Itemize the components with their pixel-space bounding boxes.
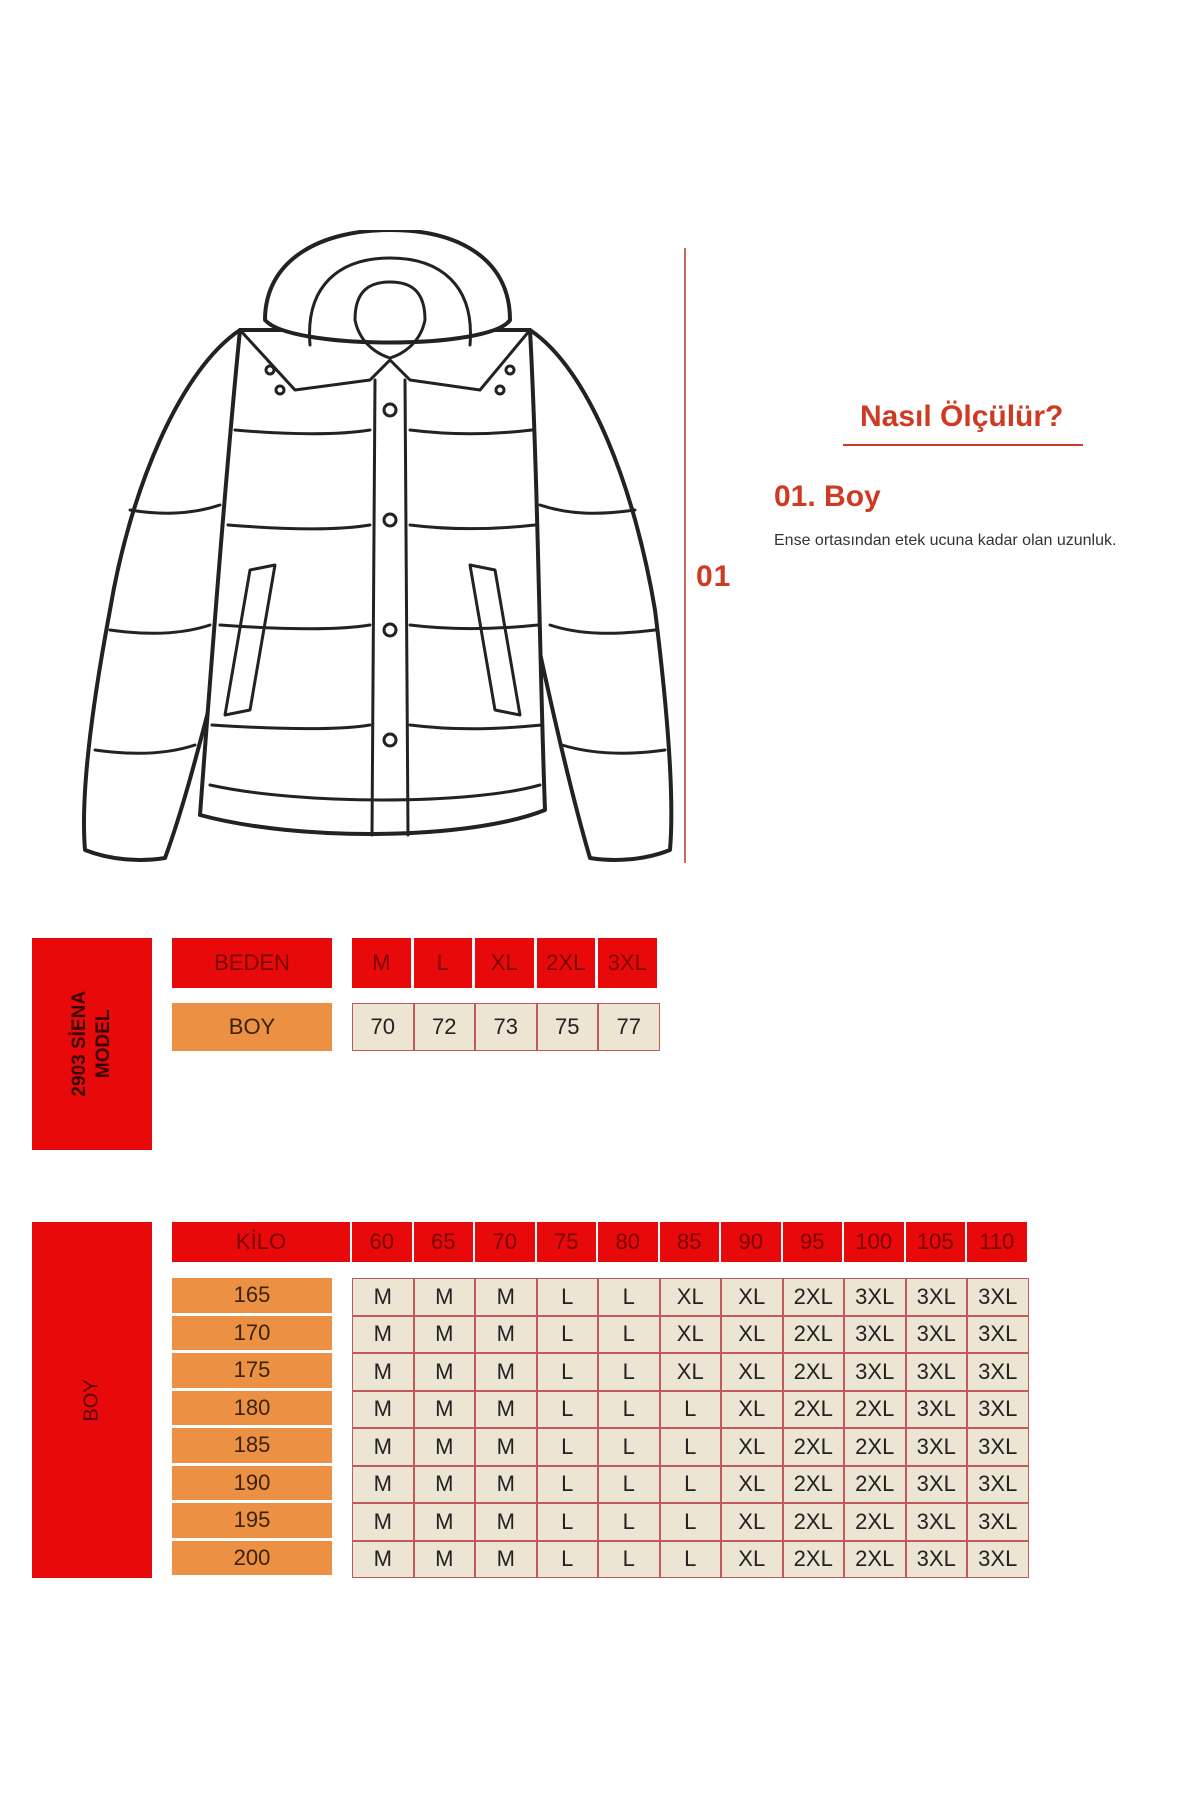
fit-size-cell: 2XL (844, 1391, 906, 1429)
fit-size-cell: L (598, 1428, 660, 1466)
fit-size-cell: 2XL (844, 1466, 906, 1504)
length-cell: 75 (537, 1003, 599, 1051)
fit-side-label-text: BOY (80, 1378, 103, 1422)
measure-line (684, 248, 686, 863)
fit-size-cell: XL (721, 1541, 783, 1579)
fit-size-cell: M (352, 1541, 414, 1579)
fit-size-cell: XL (660, 1353, 722, 1391)
length-cell: 70 (352, 1003, 414, 1051)
fit-size-cell: 2XL (783, 1541, 845, 1579)
fit-size-cell: 3XL (906, 1316, 968, 1354)
fit-size-cell: M (414, 1353, 476, 1391)
model-name: 2903 SİENA (69, 991, 91, 1097)
size-cell: L (414, 938, 473, 988)
height-cell: 200 (172, 1541, 332, 1576)
fit-side-label (32, 1222, 152, 1578)
jacket-illustration (70, 230, 685, 870)
fit-size-cell: 3XL (844, 1278, 906, 1316)
height-cell: 195 (172, 1503, 332, 1538)
fit-size-cell: 3XL (967, 1466, 1029, 1504)
fit-size-cell: 2XL (783, 1428, 845, 1466)
fit-size-cell: 2XL (783, 1278, 845, 1316)
fit-size-cell: L (598, 1316, 660, 1354)
fit-size-cell: 2XL (783, 1353, 845, 1391)
fit-size-cell: XL (721, 1391, 783, 1429)
fit-size-cell: XL (721, 1316, 783, 1354)
size-header: BEDEN (172, 938, 332, 988)
fit-size-cell: L (598, 1541, 660, 1579)
fit-size-cell: M (475, 1391, 537, 1429)
fit-size-cell: M (352, 1466, 414, 1504)
fit-size-cell: L (598, 1466, 660, 1504)
fit-size-cell: L (598, 1503, 660, 1541)
fit-size-cell: L (660, 1391, 722, 1429)
fit-size-cell: 3XL (967, 1391, 1029, 1429)
fit-size-cell: 3XL (967, 1541, 1029, 1579)
fit-size-cell: XL (721, 1466, 783, 1504)
fit-size-cell: M (414, 1428, 476, 1466)
fit-size-cell: M (414, 1316, 476, 1354)
weight-header: KİLO (172, 1222, 350, 1262)
fit-size-cell: M (414, 1391, 476, 1429)
size-cell: 3XL (598, 938, 657, 988)
fit-size-cell: M (352, 1316, 414, 1354)
fit-size-cell: L (598, 1353, 660, 1391)
fit-size-cell: 3XL (844, 1353, 906, 1391)
fit-size-cell: XL (721, 1353, 783, 1391)
weight-cell: 105 (906, 1222, 966, 1262)
fit-size-cell: XL (721, 1503, 783, 1541)
length-cell: 77 (598, 1003, 660, 1051)
height-cell: 170 (172, 1316, 332, 1351)
height-cell: 190 (172, 1466, 332, 1501)
fit-size-cell: 3XL (906, 1353, 968, 1391)
fit-size-cell: 2XL (783, 1503, 845, 1541)
weight-cell: 65 (414, 1222, 474, 1262)
fit-size-cell: M (475, 1503, 537, 1541)
model-word: MODEL (93, 1009, 114, 1079)
fit-size-cell: XL (721, 1278, 783, 1316)
fit-size-cell: 3XL (906, 1391, 968, 1429)
height-cell: 175 (172, 1353, 332, 1388)
fit-size-cell: L (660, 1428, 722, 1466)
fit-size-cell: 3XL (967, 1428, 1029, 1466)
fit-size-cell: L (537, 1541, 599, 1579)
weight-cell: 90 (721, 1222, 781, 1262)
fit-size-cell: 2XL (783, 1466, 845, 1504)
fit-size-cell: M (475, 1541, 537, 1579)
fit-size-cell: 3XL (906, 1541, 968, 1579)
weight-cell: 85 (660, 1222, 720, 1262)
fit-size-cell: L (537, 1278, 599, 1316)
fit-size-cell: L (537, 1316, 599, 1354)
fit-size-cell: 2XL (783, 1316, 845, 1354)
measure-item-title: 01. Boy (774, 480, 881, 513)
fit-size-cell: 3XL (906, 1466, 968, 1504)
fit-size-cell: M (475, 1428, 537, 1466)
fit-size-cell: L (537, 1428, 599, 1466)
fit-size-cell: 3XL (844, 1316, 906, 1354)
weight-cell: 75 (537, 1222, 597, 1262)
length-cell: 73 (475, 1003, 537, 1051)
fit-size-cell: 3XL (967, 1503, 1029, 1541)
fit-size-cell: 2XL (844, 1541, 906, 1579)
fit-size-cell: 3XL (967, 1353, 1029, 1391)
fit-size-cell: 2XL (844, 1428, 906, 1466)
size-cell: 2XL (537, 938, 596, 988)
measure-number: 01 (696, 560, 732, 593)
fit-size-cell: M (475, 1316, 537, 1354)
fit-size-cell: M (475, 1278, 537, 1316)
weight-cell: 95 (783, 1222, 843, 1262)
fit-size-cell: L (660, 1466, 722, 1504)
fit-size-cell: L (660, 1503, 722, 1541)
fit-size-cell: M (352, 1428, 414, 1466)
fit-size-cell: XL (660, 1278, 722, 1316)
fit-size-cell: 3XL (967, 1278, 1029, 1316)
guide-title-underline (843, 444, 1083, 446)
fit-size-cell: 3XL (906, 1503, 968, 1541)
measure-item-description: Ense ortasından etek ucuna kadar olan uzunluk. (774, 532, 1117, 549)
weight-cell: 100 (844, 1222, 904, 1262)
height-cell: 185 (172, 1428, 332, 1463)
fit-size-cell: 3XL (967, 1316, 1029, 1354)
fit-size-cell: L (537, 1466, 599, 1504)
fit-size-cell: M (414, 1503, 476, 1541)
fit-size-cell: L (598, 1391, 660, 1429)
fit-size-cell: 2XL (844, 1503, 906, 1541)
weight-cell: 80 (598, 1222, 658, 1262)
fit-size-cell: 2XL (783, 1391, 845, 1429)
model-side-label (32, 938, 152, 1150)
size-cell: M (352, 938, 411, 988)
fit-size-cell: M (352, 1353, 414, 1391)
fit-size-cell: M (352, 1503, 414, 1541)
guide-title: Nasıl Ölçülür? (860, 400, 1064, 433)
height-cell: 165 (172, 1278, 332, 1313)
fit-size-cell: M (414, 1278, 476, 1316)
weight-cell: 60 (352, 1222, 412, 1262)
height-cell: 180 (172, 1391, 332, 1426)
fit-size-cell: L (537, 1391, 599, 1429)
fit-size-cell: L (660, 1541, 722, 1579)
fit-size-cell: L (598, 1278, 660, 1316)
length-header: BOY (172, 1003, 332, 1051)
size-cell: XL (475, 938, 534, 988)
length-cell: 72 (414, 1003, 476, 1051)
fit-size-cell: M (414, 1466, 476, 1504)
fit-size-cell: M (475, 1466, 537, 1504)
fit-size-cell: XL (660, 1316, 722, 1354)
fit-size-cell: XL (721, 1428, 783, 1466)
fit-size-cell: L (537, 1503, 599, 1541)
weight-cell: 110 (967, 1222, 1027, 1262)
model-side-label-text (68, 991, 116, 1097)
fit-size-cell: M (414, 1541, 476, 1579)
fit-size-cell: M (352, 1278, 414, 1316)
fit-size-cell: M (352, 1391, 414, 1429)
fit-size-cell: 3XL (906, 1278, 968, 1316)
fit-size-cell: M (475, 1353, 537, 1391)
fit-size-cell: L (537, 1353, 599, 1391)
weight-cell: 70 (475, 1222, 535, 1262)
fit-size-cell: 3XL (906, 1428, 968, 1466)
